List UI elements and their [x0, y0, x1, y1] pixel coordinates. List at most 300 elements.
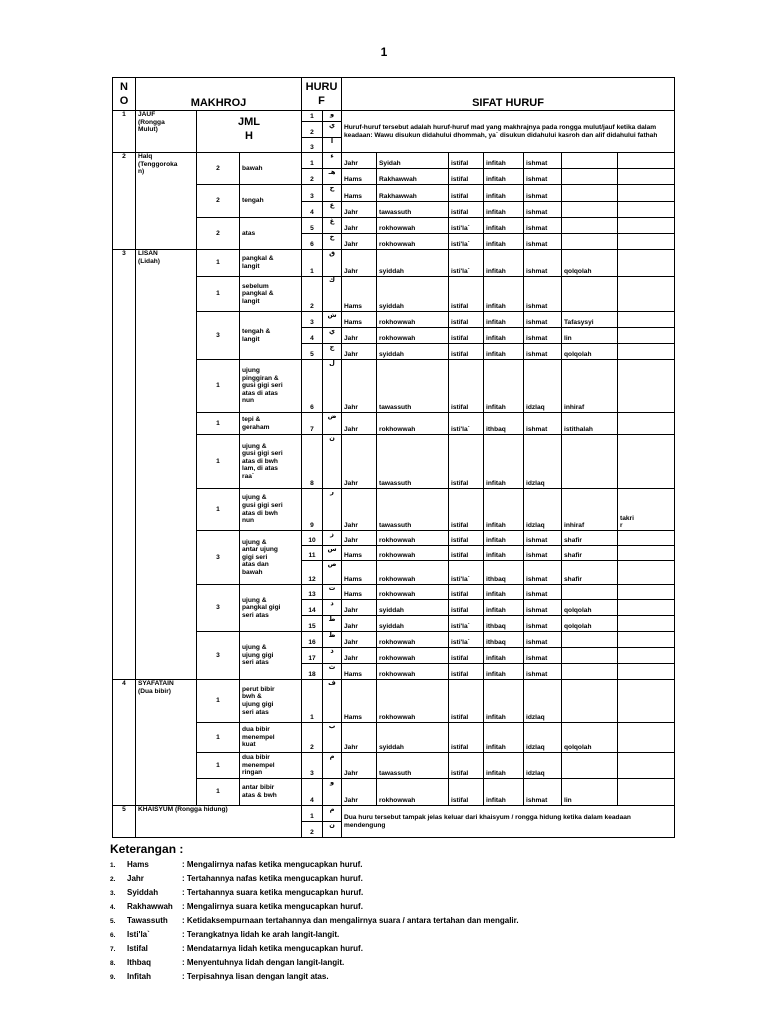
sifat-idzlaq-ishmat: ishmat [524, 531, 562, 546]
sifat-jahr-hams: Jahr [342, 632, 377, 648]
sifat-extra: qolqolah [562, 616, 618, 632]
keterangan-item [110, 942, 670, 956]
arabic-letter: هـ [323, 169, 342, 185]
sifat-idzlaq-ishmat: idzlaq [524, 723, 562, 753]
header-no: N O [113, 78, 136, 111]
huruf-number: 2 [302, 122, 323, 138]
sifat-ithbaq-infitah: infitah [484, 600, 524, 616]
sifat-syiddah-rakhawah: rokhowwah [377, 546, 449, 561]
sifat-idzlaq-ishmat: idzlaq [524, 753, 562, 779]
jumlah-huruf: 3 [197, 531, 240, 585]
sifat-ithbaq-infitah: infitah [484, 753, 524, 779]
group-number: 4 [113, 680, 136, 806]
arabic-letter: ق [323, 250, 342, 277]
keterangan-definition: : Mengalirnya nafas ketika mengucapkan huruf. [182, 860, 363, 869]
sifat-extra [562, 632, 618, 648]
sifat-istila-istifal: istifal [449, 753, 484, 779]
arabic-letter: م [323, 753, 342, 779]
keterangan-number: 3. [110, 890, 116, 897]
sifat-syiddah-rakhawah: rokhowwah [377, 585, 449, 600]
sifat-extra-2 [618, 585, 675, 600]
sifat-extra [562, 202, 618, 218]
arabic-letter: ف [323, 680, 342, 723]
arabic-letter: ا [323, 138, 342, 153]
sifat-ithbaq-infitah: infitah [484, 169, 524, 185]
huruf-number: 5 [302, 218, 323, 234]
sifat-idzlaq-ishmat: ishmat [524, 185, 562, 202]
sifat-syiddah-rakhawah: tawassuth [377, 202, 449, 218]
jumlah-huruf: 3 [197, 632, 240, 680]
sifat-extra-2 [618, 344, 675, 360]
sifat-istila-istifal: istifal [449, 328, 484, 344]
sifat-jahr-hams: Jahr [342, 753, 377, 779]
sifat-extra-2 [618, 413, 675, 435]
sifat-jahr-hams: Jahr [342, 435, 377, 489]
sifat-ithbaq-infitah: infitah [484, 680, 524, 723]
sifat-extra: istithalah [562, 413, 618, 435]
jumlah-huruf: 1 [197, 277, 240, 312]
sifat-ithbaq-infitah: ithbaq [484, 632, 524, 648]
table-row [113, 250, 675, 277]
keterangan-term: Jahr [127, 874, 144, 883]
sifat-jahr-hams: Hams [342, 312, 377, 328]
sifat-jahr-hams: Jahr [342, 723, 377, 753]
jauf-note: Huruf-huruf tersebut adalah huruf-huruf mad yang makhrajnya pada rongga mulut/jauf ketika dalam keadaan: Wawu disukun didahului dhommah, ya` disukun didahului kasroh dan alif didahului fathah [342, 111, 675, 153]
sifat-istila-istifal: istifal [449, 360, 484, 413]
huruf-number: 14 [302, 600, 323, 616]
sifat-istila-istifal: isti'la` [449, 218, 484, 234]
sifat-jahr-hams: Hams [342, 169, 377, 185]
header-huruf: HURU F [302, 78, 342, 111]
huruf-number: 7 [302, 413, 323, 435]
sifat-idzlaq-ishmat: ishmat [524, 561, 562, 585]
makhroj-name: Halq (Tenggoroka n) [136, 153, 197, 250]
sifat-extra: inhiraf [562, 489, 618, 531]
keterangan-number: 7. [110, 946, 116, 953]
makhroj-place: ujung & ujung gigi seri atas [240, 632, 302, 680]
huruf-number: 6 [302, 360, 323, 413]
sifat-extra-2 [618, 632, 675, 648]
keterangan-item [110, 928, 670, 942]
keterangan-definition: : Tertahannya nafas ketika mengucapkan huruf. [182, 874, 363, 883]
sifat-extra: lin [562, 328, 618, 344]
arabic-letter: ب [323, 723, 342, 753]
sifat-extra [562, 648, 618, 664]
sifat-jahr-hams: Jahr [342, 413, 377, 435]
sifat-extra: qolqolah [562, 600, 618, 616]
arabic-letter: ت [323, 585, 342, 600]
makhroj-place: perut bibir bwh & ujung gigi seri atas [240, 680, 302, 723]
arabic-letter: ي [323, 122, 342, 138]
sifat-ithbaq-infitah: ithbaq [484, 561, 524, 585]
sifat-idzlaq-ishmat: idzlaq [524, 435, 562, 489]
sifat-ithbaq-infitah: infitah [484, 546, 524, 561]
sifat-jahr-hams: Hams [342, 561, 377, 585]
sifat-extra: shafir [562, 561, 618, 585]
keterangan-term: Hams [127, 860, 149, 869]
sifat-ithbaq-infitah: ithbaq [484, 616, 524, 632]
sifat-ithbaq-infitah: infitah [484, 360, 524, 413]
sifat-istila-istifal: istifal [449, 546, 484, 561]
group-number: 3 [113, 250, 136, 680]
keterangan-item [110, 900, 670, 914]
group-number: 5 [113, 806, 136, 838]
sifat-syiddah-rakhawah: syiddah [377, 277, 449, 312]
arabic-letter: غ [323, 218, 342, 234]
sifat-ithbaq-infitah: infitah [484, 664, 524, 680]
sifat-extra [562, 218, 618, 234]
huruf-number: 4 [302, 202, 323, 218]
keterangan-number: 2. [110, 876, 116, 883]
table-row [113, 806, 675, 822]
sifat-jahr-hams: Jahr [342, 202, 377, 218]
huruf-number: 10 [302, 531, 323, 546]
arabic-letter: ع [323, 202, 342, 218]
keterangan-definition: : Terpisahnya lisan dengan langit atas. [182, 972, 329, 981]
arabic-letter: د [323, 600, 342, 616]
sifat-jahr-hams: Hams [342, 664, 377, 680]
sifat-extra-2 [618, 531, 675, 546]
sifat-syiddah-rakhawah: rokhowwah [377, 648, 449, 664]
sifat-idzlaq-ishmat: ishmat [524, 344, 562, 360]
sifat-extra-2 [618, 202, 675, 218]
header-sifat-huruf: SIFAT HURUF [342, 78, 675, 111]
sifat-extra [562, 680, 618, 723]
sifat-istila-istifal: istifal [449, 312, 484, 328]
sifat-syiddah-rakhawah: Syidah [377, 153, 449, 169]
sifat-idzlaq-ishmat: ishmat [524, 328, 562, 344]
sifat-syiddah-rakhawah: rokhowwah [377, 328, 449, 344]
jumlah-huruf: 1 [197, 489, 240, 531]
sifat-idzlaq-ishmat: ishmat [524, 413, 562, 435]
sifat-jahr-hams: Hams [342, 680, 377, 723]
table-row [113, 153, 675, 169]
jumlah-huruf: 1 [197, 723, 240, 753]
sifat-istila-istifal: istifal [449, 435, 484, 489]
table-row [113, 413, 675, 435]
sifat-jahr-hams: Hams [342, 546, 377, 561]
sifat-idzlaq-ishmat: idzlaq [524, 360, 562, 413]
sifat-jahr-hams: Jahr [342, 600, 377, 616]
sifat-idzlaq-ishmat: ishmat [524, 312, 562, 328]
huruf-number: 3 [302, 312, 323, 328]
sifat-extra [562, 753, 618, 779]
sifat-istila-istifal: istifal [449, 202, 484, 218]
jauf-jml-label: JML H [197, 111, 302, 153]
sifat-ithbaq-infitah: infitah [484, 328, 524, 344]
huruf-number: 2 [302, 822, 323, 838]
table-row [113, 632, 675, 648]
huruf-number: 4 [302, 779, 323, 806]
sifat-syiddah-rakhawah: rokhowwah [377, 531, 449, 546]
sifat-istila-istifal: istifal [449, 153, 484, 169]
keterangan-list [110, 858, 670, 984]
table-row [113, 489, 675, 531]
keterangan-item [110, 956, 670, 970]
sifat-idzlaq-ishmat: ishmat [524, 664, 562, 680]
table-row [113, 218, 675, 234]
makhroj-place: dua bibir menempel kuat [240, 723, 302, 753]
keterangan-number: 1. [110, 862, 116, 869]
huruf-number: 5 [302, 344, 323, 360]
sifat-idzlaq-ishmat: ishmat [524, 234, 562, 250]
keterangan-definition: : Ketidaksempurnaan tertahannya dan mengalirnya suara / antara tertahan dan mengalir. [182, 916, 519, 925]
sifat-extra [562, 277, 618, 312]
sifat-istila-istifal: istifal [449, 531, 484, 546]
arabic-letter: و [323, 111, 342, 122]
keterangan-number: 9. [110, 974, 116, 981]
huruf-number: 18 [302, 664, 323, 680]
group-number: 2 [113, 153, 136, 250]
makhroj-place: tengah & langit [240, 312, 302, 360]
makhroj-table [112, 77, 675, 838]
makhroj-name: SYAFATAIN (Dua bibir) [136, 680, 197, 806]
makhroj-place: dua bibir menempel ringan [240, 753, 302, 779]
sifat-idzlaq-ishmat: ishmat [524, 218, 562, 234]
sifat-syiddah-rakhawah: rokhowwah [377, 234, 449, 250]
sifat-jahr-hams: Jahr [342, 344, 377, 360]
sifat-ithbaq-infitah: infitah [484, 234, 524, 250]
sifat-idzlaq-ishmat: idzlaq [524, 680, 562, 723]
keterangan-item [110, 970, 670, 984]
huruf-number: 2 [302, 169, 323, 185]
jumlah-huruf: 3 [197, 585, 240, 632]
sifat-ithbaq-infitah: infitah [484, 218, 524, 234]
table-row [113, 185, 675, 202]
table-row [113, 585, 675, 600]
sifat-jahr-hams: Hams [342, 185, 377, 202]
keterangan-definition: : Mengalirnya suara ketika mengucapkan huruf. [182, 902, 363, 911]
jumlah-huruf: 1 [197, 680, 240, 723]
page-number: 1 [380, 45, 388, 59]
huruf-number: 12 [302, 561, 323, 585]
jumlah-huruf: 1 [197, 435, 240, 489]
arabic-letter: ي [323, 328, 342, 344]
table-row [113, 680, 675, 723]
sifat-syiddah-rakhawah: syiddah [377, 616, 449, 632]
table-row [113, 779, 675, 806]
arabic-letter: ث [323, 664, 342, 680]
makhroj-place: atas [240, 218, 302, 250]
huruf-number: 1 [302, 806, 323, 822]
sifat-syiddah-rakhawah: Rakhawwah [377, 169, 449, 185]
makhroj-place: bawah [240, 153, 302, 185]
arabic-letter: ز [323, 531, 342, 546]
sifat-istila-istifal: istifal [449, 344, 484, 360]
huruf-number: 13 [302, 585, 323, 600]
makhroj-place: ujung & gusi gigi seri atas di bwh nun [240, 489, 302, 531]
sifat-syiddah-rakhawah: tawassuth [377, 360, 449, 413]
sifat-extra: qolqolah [562, 723, 618, 753]
sifat-extra-2 [618, 153, 675, 169]
sifat-idzlaq-ishmat: idzlaq [524, 489, 562, 531]
sifat-idzlaq-ishmat: ishmat [524, 632, 562, 648]
sifat-istila-istifal: isti'la` [449, 632, 484, 648]
sifat-idzlaq-ishmat: ishmat [524, 546, 562, 561]
sifat-syiddah-rakhawah: rokhowwah [377, 664, 449, 680]
sifat-syiddah-rakhawah: rokhowwah [377, 632, 449, 648]
makhroj-place: ujung & pangkal gigi seri atas [240, 585, 302, 632]
sifat-extra-2 [618, 185, 675, 202]
sifat-extra-2: takri r [618, 489, 675, 531]
header-makhroj: MAKHROJ [136, 78, 302, 111]
sifat-extra: Tafasysyi [562, 312, 618, 328]
sifat-ithbaq-infitah: infitah [484, 779, 524, 806]
sifat-syiddah-rakhawah: rokhowwah [377, 218, 449, 234]
arabic-letter: ء [323, 153, 342, 169]
keterangan-term: Tawassuth [127, 916, 168, 925]
jumlah-huruf: 3 [197, 312, 240, 360]
sifat-extra-2 [618, 218, 675, 234]
keterangan-item [110, 886, 670, 900]
keterangan-definition: : Mendatarnya lidah ketika mengucapkan huruf. [182, 944, 363, 953]
sifat-jahr-hams: Jahr [342, 531, 377, 546]
sifat-istila-istifal: istifal [449, 664, 484, 680]
sifat-extra-2 [618, 723, 675, 753]
huruf-number: 1 [302, 680, 323, 723]
sifat-ithbaq-infitah: infitah [484, 185, 524, 202]
sifat-extra: inhiraf [562, 360, 618, 413]
sifat-istila-istifal: istifal [449, 185, 484, 202]
huruf-number: 3 [302, 185, 323, 202]
sifat-syiddah-rakhawah: rokhowwah [377, 312, 449, 328]
table-row [113, 312, 675, 328]
sifat-jahr-hams: Hams [342, 585, 377, 600]
makhroj-place: tengah [240, 185, 302, 218]
keterangan-term: Ithbaq [127, 958, 151, 967]
keterangan-definition: : Tertahannya suara ketika mengucapkan huruf. [182, 888, 364, 897]
sifat-extra-2 [618, 169, 675, 185]
sifat-ithbaq-infitah: infitah [484, 531, 524, 546]
sifat-ithbaq-infitah: ithbaq [484, 413, 524, 435]
sifat-extra-2 [618, 616, 675, 632]
sifat-istila-istifal: istifal [449, 489, 484, 531]
arabic-letter: ض [323, 413, 342, 435]
sifat-idzlaq-ishmat: ishmat [524, 250, 562, 277]
keterangan-definition: : Terangkatnya lidah ke arah langit-langit. [182, 930, 340, 939]
huruf-number: 17 [302, 648, 323, 664]
keterangan-item [110, 872, 670, 886]
sifat-extra [562, 153, 618, 169]
keterangan-number: 8. [110, 960, 116, 967]
jumlah-huruf: 2 [197, 185, 240, 218]
sifat-jahr-hams: Jahr [342, 218, 377, 234]
keterangan-definition: : Menyentuhnya lidah dengan langit-langit. [182, 958, 345, 967]
sifat-extra-2 [618, 277, 675, 312]
arabic-letter: س [323, 546, 342, 561]
sifat-jahr-hams: Jahr [342, 489, 377, 531]
makhroj-place: antar bibir atas & bwh [240, 779, 302, 806]
sifat-idzlaq-ishmat: ishmat [524, 779, 562, 806]
arabic-letter: ك [323, 277, 342, 312]
huruf-number: 8 [302, 435, 323, 489]
sifat-extra-2 [618, 680, 675, 723]
sifat-idzlaq-ishmat: ishmat [524, 648, 562, 664]
sifat-jahr-hams: Jahr [342, 250, 377, 277]
sifat-extra [562, 664, 618, 680]
sifat-istila-istifal: istifal [449, 600, 484, 616]
sifat-ithbaq-infitah: infitah [484, 153, 524, 169]
sifat-istila-istifal: istifal [449, 723, 484, 753]
sifat-istila-istifal: istifal [449, 648, 484, 664]
sifat-syiddah-rakhawah: rokhowwah [377, 413, 449, 435]
huruf-number: 9 [302, 489, 323, 531]
sifat-idzlaq-ishmat: ishmat [524, 600, 562, 616]
sifat-ithbaq-infitah: infitah [484, 344, 524, 360]
huruf-number: 16 [302, 632, 323, 648]
makhroj-place: tepi & geraham [240, 413, 302, 435]
sifat-jahr-hams: Jahr [342, 153, 377, 169]
huruf-number: 1 [302, 250, 323, 277]
sifat-jahr-hams: Jahr [342, 328, 377, 344]
huruf-number: 15 [302, 616, 323, 632]
keterangan-term: Rakhawwah [127, 902, 173, 911]
jumlah-huruf: 2 [197, 153, 240, 185]
sifat-jahr-hams: Jahr [342, 648, 377, 664]
keterangan-number: 4. [110, 904, 116, 911]
arabic-letter: ر [323, 489, 342, 531]
sifat-syiddah-rakhawah: tawassuth [377, 753, 449, 779]
arabic-letter: ش [323, 312, 342, 328]
sifat-idzlaq-ishmat: ishmat [524, 585, 562, 600]
sifat-idzlaq-ishmat: ishmat [524, 202, 562, 218]
sifat-extra-2 [618, 600, 675, 616]
sifat-extra [562, 169, 618, 185]
sifat-extra-2 [618, 546, 675, 561]
arabic-letter: ذ [323, 648, 342, 664]
sifat-istila-istifal: isti'la` [449, 413, 484, 435]
sifat-jahr-hams: Jahr [342, 234, 377, 250]
sifat-istila-istifal: isti'la` [449, 561, 484, 585]
sifat-extra-2 [618, 561, 675, 585]
keterangan-item [110, 914, 670, 928]
sifat-extra-2 [618, 779, 675, 806]
arabic-letter: م [323, 806, 342, 822]
sifat-extra: qolqolah [562, 344, 618, 360]
sifat-extra [562, 234, 618, 250]
sifat-jahr-hams: Hams [342, 277, 377, 312]
sifat-syiddah-rakhawah: tawassuth [377, 489, 449, 531]
sifat-extra-2 [618, 664, 675, 680]
sifat-ithbaq-infitah: infitah [484, 435, 524, 489]
table-row [113, 531, 675, 546]
jumlah-huruf: 1 [197, 753, 240, 779]
sifat-istila-istifal: istifal [449, 680, 484, 723]
keterangan-number: 5. [110, 918, 116, 925]
sifat-extra: qolqolah [562, 250, 618, 277]
sifat-ithbaq-infitah: infitah [484, 312, 524, 328]
makhroj-name: LISAN (Lidah) [136, 250, 197, 680]
sifat-syiddah-rakhawah: rokhowwah [377, 680, 449, 723]
jumlah-huruf: 1 [197, 250, 240, 277]
sifat-istila-istifal: istifal [449, 277, 484, 312]
jumlah-huruf: 1 [197, 360, 240, 413]
sifat-jahr-hams: Jahr [342, 360, 377, 413]
sifat-ithbaq-infitah: infitah [484, 250, 524, 277]
sifat-syiddah-rakhawah: syiddah [377, 250, 449, 277]
sifat-extra: shafir [562, 531, 618, 546]
sifat-ithbaq-infitah: infitah [484, 202, 524, 218]
table-row [113, 753, 675, 779]
sifat-syiddah-rakhawah: syiddah [377, 723, 449, 753]
sifat-idzlaq-ishmat: ishmat [524, 616, 562, 632]
arabic-letter: ح [323, 185, 342, 202]
arabic-letter: ط [323, 616, 342, 632]
keterangan-term: Istifal [127, 944, 148, 953]
sifat-istila-istifal: istifal [449, 169, 484, 185]
arabic-letter: و [323, 779, 342, 806]
table-row [113, 360, 675, 413]
